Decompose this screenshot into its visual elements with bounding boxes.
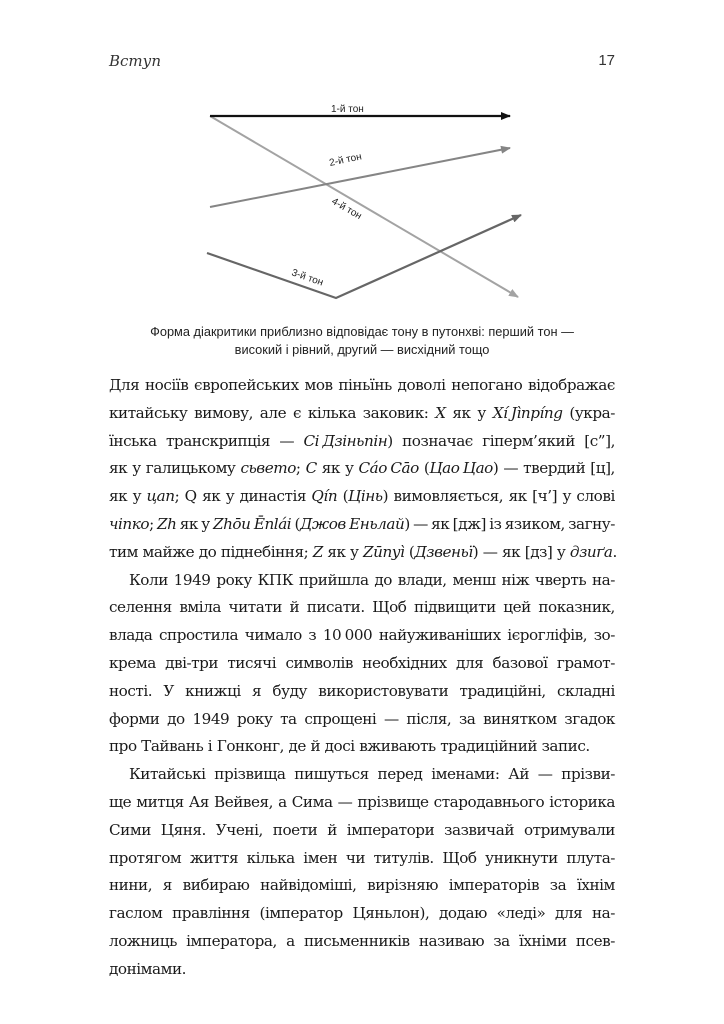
text-line: [109, 622, 615, 650]
word: Гонконг,: [216, 737, 284, 756]
text-line: [109, 789, 615, 817]
word: [с”],: [584, 431, 615, 450]
word: називаю: [418, 931, 485, 950]
word: традиційний: [440, 737, 538, 756]
word: Щоб: [372, 598, 407, 617]
word: Сі Дзіньпін): [303, 431, 393, 450]
word: Zūnyì: [363, 542, 405, 561]
word: чіпко;: [109, 514, 154, 533]
word: (імператор: [259, 904, 343, 923]
word: Для: [109, 376, 140, 394]
text-line: [109, 872, 615, 900]
figure-caption: [80, 323, 644, 359]
word: грамот-: [556, 653, 615, 672]
text-line: [109, 455, 615, 483]
word: вживають: [359, 737, 436, 756]
word: тисячі: [227, 653, 277, 672]
word: позначає: [402, 431, 473, 450]
word: цап;: [146, 487, 180, 506]
word: у: [201, 514, 210, 533]
text-line: [109, 594, 615, 622]
word: імператори: [346, 820, 435, 839]
word: про: [109, 737, 137, 756]
word: за: [458, 709, 476, 728]
word: використовувати: [318, 681, 449, 700]
word: зо-: [593, 626, 615, 645]
word: їнська: [109, 431, 157, 450]
word: —: [413, 514, 428, 533]
word: у: [132, 487, 142, 506]
word: до: [167, 709, 185, 728]
word: —: [503, 459, 519, 478]
word: у: [477, 403, 486, 422]
word: європейських: [194, 376, 299, 394]
text-line: [109, 539, 615, 567]
tone1-label: 1-й тон: [331, 104, 364, 115]
word: додаю: [439, 904, 487, 923]
word: буду: [272, 681, 307, 700]
word: нини,: [109, 876, 153, 895]
word: підвищити: [414, 598, 496, 617]
text-line: [109, 706, 615, 734]
word: Учені,: [215, 820, 263, 839]
word: доволі: [397, 376, 446, 394]
word: правління: [172, 904, 250, 923]
word: й: [310, 737, 321, 756]
text-line: [109, 817, 615, 845]
text-line: [109, 650, 615, 678]
word: письменників: [303, 931, 410, 950]
word: досі: [324, 737, 355, 756]
word: як: [508, 487, 527, 506]
word: з: [308, 626, 317, 645]
text-line: [109, 900, 615, 928]
word: й: [289, 598, 300, 617]
word: як: [109, 459, 128, 478]
word: пишуться: [294, 765, 369, 784]
word: псев-: [575, 931, 615, 950]
text-line: [109, 567, 615, 595]
word: як: [109, 487, 128, 506]
word: піднебіння;: [220, 542, 309, 561]
word: гаслом: [109, 904, 163, 923]
word: Zhōu Ēnlái: [212, 514, 292, 533]
word: тим: [109, 542, 138, 561]
word: вимовляється,: [393, 487, 504, 506]
word: як: [431, 514, 450, 533]
word: транскрипція: [165, 431, 271, 450]
word: необхідних: [362, 653, 447, 672]
text-line: [109, 483, 615, 511]
word: із: [489, 514, 502, 533]
word: китайську: [109, 403, 188, 422]
word: і: [207, 737, 213, 756]
word: чимало: [244, 626, 302, 645]
word: року: [216, 570, 252, 589]
word: на-: [591, 570, 615, 589]
word: династія: [239, 487, 306, 506]
text-line: [109, 678, 615, 706]
word: отримували: [523, 820, 615, 839]
word: Щоб: [442, 848, 477, 867]
word: (Джов Еньлай): [294, 514, 410, 533]
word: прізвище: [357, 792, 429, 811]
word: непогано: [451, 376, 523, 394]
word: писати.: [306, 598, 365, 617]
word: менш: [452, 570, 496, 589]
word: Цяньлон),: [352, 904, 430, 923]
word: уникнути: [485, 848, 558, 867]
tone-diagram: [0, 0, 724, 320]
word: вміла: [179, 598, 222, 617]
word: я: [162, 876, 172, 895]
word: у: [562, 487, 571, 506]
word: [ц],: [590, 459, 615, 478]
word: Тайвань: [141, 737, 204, 756]
word: донімами.: [109, 959, 187, 978]
word: та: [280, 709, 297, 728]
caption-line: високий і рівний, другий — висхідний тощо: [234, 342, 490, 357]
word: найуживаніших: [378, 626, 501, 645]
word: (Цао Цао): [423, 459, 499, 478]
text-line: [109, 761, 615, 789]
word: прийшла: [298, 570, 369, 589]
word: [дз]: [524, 542, 553, 561]
word: до: [198, 542, 217, 561]
word: Цяня.: [160, 820, 206, 839]
word: Ая: [188, 792, 209, 811]
word: як: [321, 459, 340, 478]
word: мов: [304, 376, 333, 394]
word: я: [252, 681, 262, 700]
word: носіїв: [144, 376, 189, 394]
word: найвідоміші,: [260, 876, 357, 895]
word: «леді»: [496, 904, 546, 923]
word: плута-: [566, 848, 615, 867]
word: —: [384, 709, 399, 728]
word: галицькому: [145, 459, 236, 478]
word: Q: [184, 487, 197, 506]
word: як: [502, 542, 521, 561]
word: Сима: [291, 792, 333, 811]
word: Сими: [109, 820, 151, 839]
word: твердий: [523, 459, 586, 478]
word: імператорів: [448, 876, 540, 895]
word: а: [286, 931, 295, 950]
word: Коли: [129, 570, 168, 589]
word: символів: [285, 653, 354, 672]
word: гіперм’який: [482, 431, 575, 450]
word: у: [132, 459, 141, 478]
word: кілька: [307, 403, 356, 422]
word: за: [549, 876, 567, 895]
word: їхнім: [576, 876, 615, 895]
text-line: [109, 511, 615, 539]
text-line: [109, 372, 615, 400]
word: після,: [406, 709, 452, 728]
word: історика: [549, 792, 615, 811]
word: форми: [109, 709, 160, 728]
word: книжці: [185, 681, 241, 700]
word: для: [555, 904, 583, 923]
word: ніж: [501, 570, 530, 589]
word: влада: [109, 626, 153, 645]
word: до: [374, 570, 392, 589]
word: а: [278, 792, 287, 811]
word: як: [452, 403, 471, 422]
text-line: [109, 845, 615, 873]
word: де: [288, 737, 306, 756]
word: ності.: [109, 681, 153, 700]
word: заковик:: [362, 403, 429, 422]
word: X: [435, 403, 446, 422]
word: іменами:: [431, 765, 500, 784]
word: —: [537, 765, 553, 784]
word: у: [350, 542, 359, 561]
word: Вейвея,: [213, 792, 274, 811]
word: піньїнь: [338, 376, 392, 394]
text-line: [109, 428, 615, 456]
word: дві-три: [165, 653, 219, 672]
word: селення: [109, 598, 172, 617]
word: прізвища: [214, 765, 286, 784]
word: як: [179, 514, 198, 533]
word: протягом: [109, 848, 182, 867]
word: титулів.: [373, 848, 434, 867]
word: крема: [109, 653, 156, 672]
word: запис.: [541, 737, 590, 756]
word: ложниць: [109, 931, 177, 950]
word: чи: [345, 848, 366, 867]
word: як: [327, 542, 346, 561]
word: Zh: [157, 514, 177, 533]
word: загну-: [568, 514, 615, 533]
word: вимову,: [194, 403, 253, 422]
word: Cáo Cāo: [358, 459, 419, 478]
word: (Цінь): [342, 487, 389, 506]
word: прізви-: [561, 765, 615, 784]
word: року: [236, 709, 273, 728]
word: (укра-: [569, 403, 615, 422]
text-line: [109, 928, 615, 956]
word: для: [456, 653, 484, 672]
word: читати: [228, 598, 282, 617]
word: вирізняю: [367, 876, 439, 895]
word: згадок: [564, 709, 615, 728]
text-line: [109, 400, 615, 428]
word: —: [482, 542, 498, 561]
word: влади,: [397, 570, 447, 589]
word: перед: [377, 765, 423, 784]
word: їхніми: [519, 931, 567, 950]
word: кілька: [246, 848, 295, 867]
word: КПК: [257, 570, 294, 589]
word: майже: [142, 542, 195, 561]
word: ще: [109, 792, 132, 811]
word: Z: [312, 542, 323, 561]
word: дзиґа.: [569, 542, 617, 561]
word: Qín: [311, 487, 338, 506]
word: сьвето;: [240, 459, 301, 478]
word: слові: [576, 487, 615, 506]
word: У: [163, 681, 174, 700]
word: митця: [136, 792, 184, 811]
word: зазвичай: [444, 820, 515, 839]
word: [ч’]: [532, 487, 558, 506]
word: (Дзвеньї): [408, 542, 479, 561]
word: імен: [303, 848, 338, 867]
word: стародавнього: [433, 792, 545, 811]
word: язиком,: [504, 514, 565, 533]
tone3-label: 3-й тон: [290, 267, 325, 289]
body-text: [109, 372, 615, 984]
word: й: [327, 820, 337, 839]
word: C: [305, 459, 317, 478]
word: спростила: [158, 626, 239, 645]
tone2-label: 2-й тон: [328, 151, 363, 169]
word: Китайські: [129, 765, 206, 784]
word: —: [337, 792, 353, 811]
text-line: [109, 956, 615, 984]
word: традиційні,: [459, 681, 546, 700]
word: показник,: [538, 598, 615, 617]
word: відображає: [528, 376, 615, 394]
word: вибираю: [182, 876, 250, 895]
word: на-: [591, 904, 615, 923]
page-number: 17: [598, 52, 615, 69]
word: 1949: [173, 570, 211, 589]
word: чверть: [534, 570, 587, 589]
word: спрощені: [304, 709, 377, 728]
word: у: [556, 542, 566, 561]
word: як: [202, 487, 221, 506]
word: базової: [492, 653, 548, 672]
word: [дж]: [452, 514, 486, 533]
word: за: [493, 931, 510, 950]
word: Ай: [508, 765, 530, 784]
text-line: [109, 733, 615, 761]
word: 10 000: [322, 626, 373, 645]
running-header: Вступ: [109, 52, 162, 70]
word: життя: [189, 848, 239, 867]
word: —: [279, 431, 295, 450]
word: 1949: [192, 709, 230, 728]
word: поети: [272, 820, 318, 839]
tone3-arrow: [207, 215, 521, 298]
word: у: [344, 459, 354, 478]
word: ієрогліфів,: [507, 626, 588, 645]
word: складні: [557, 681, 615, 700]
word: винятком: [483, 709, 557, 728]
tone4-label: 4-й тон: [329, 196, 364, 223]
word: імператора,: [186, 931, 277, 950]
word: Xí Jìnpíng: [492, 403, 563, 422]
word: але: [259, 403, 287, 422]
caption-line: Форма діакритики приблизно відповідає тону в путонхві: перший тон —: [150, 324, 574, 339]
word: цей: [503, 598, 531, 617]
word: є: [292, 403, 301, 422]
word: у: [225, 487, 235, 506]
